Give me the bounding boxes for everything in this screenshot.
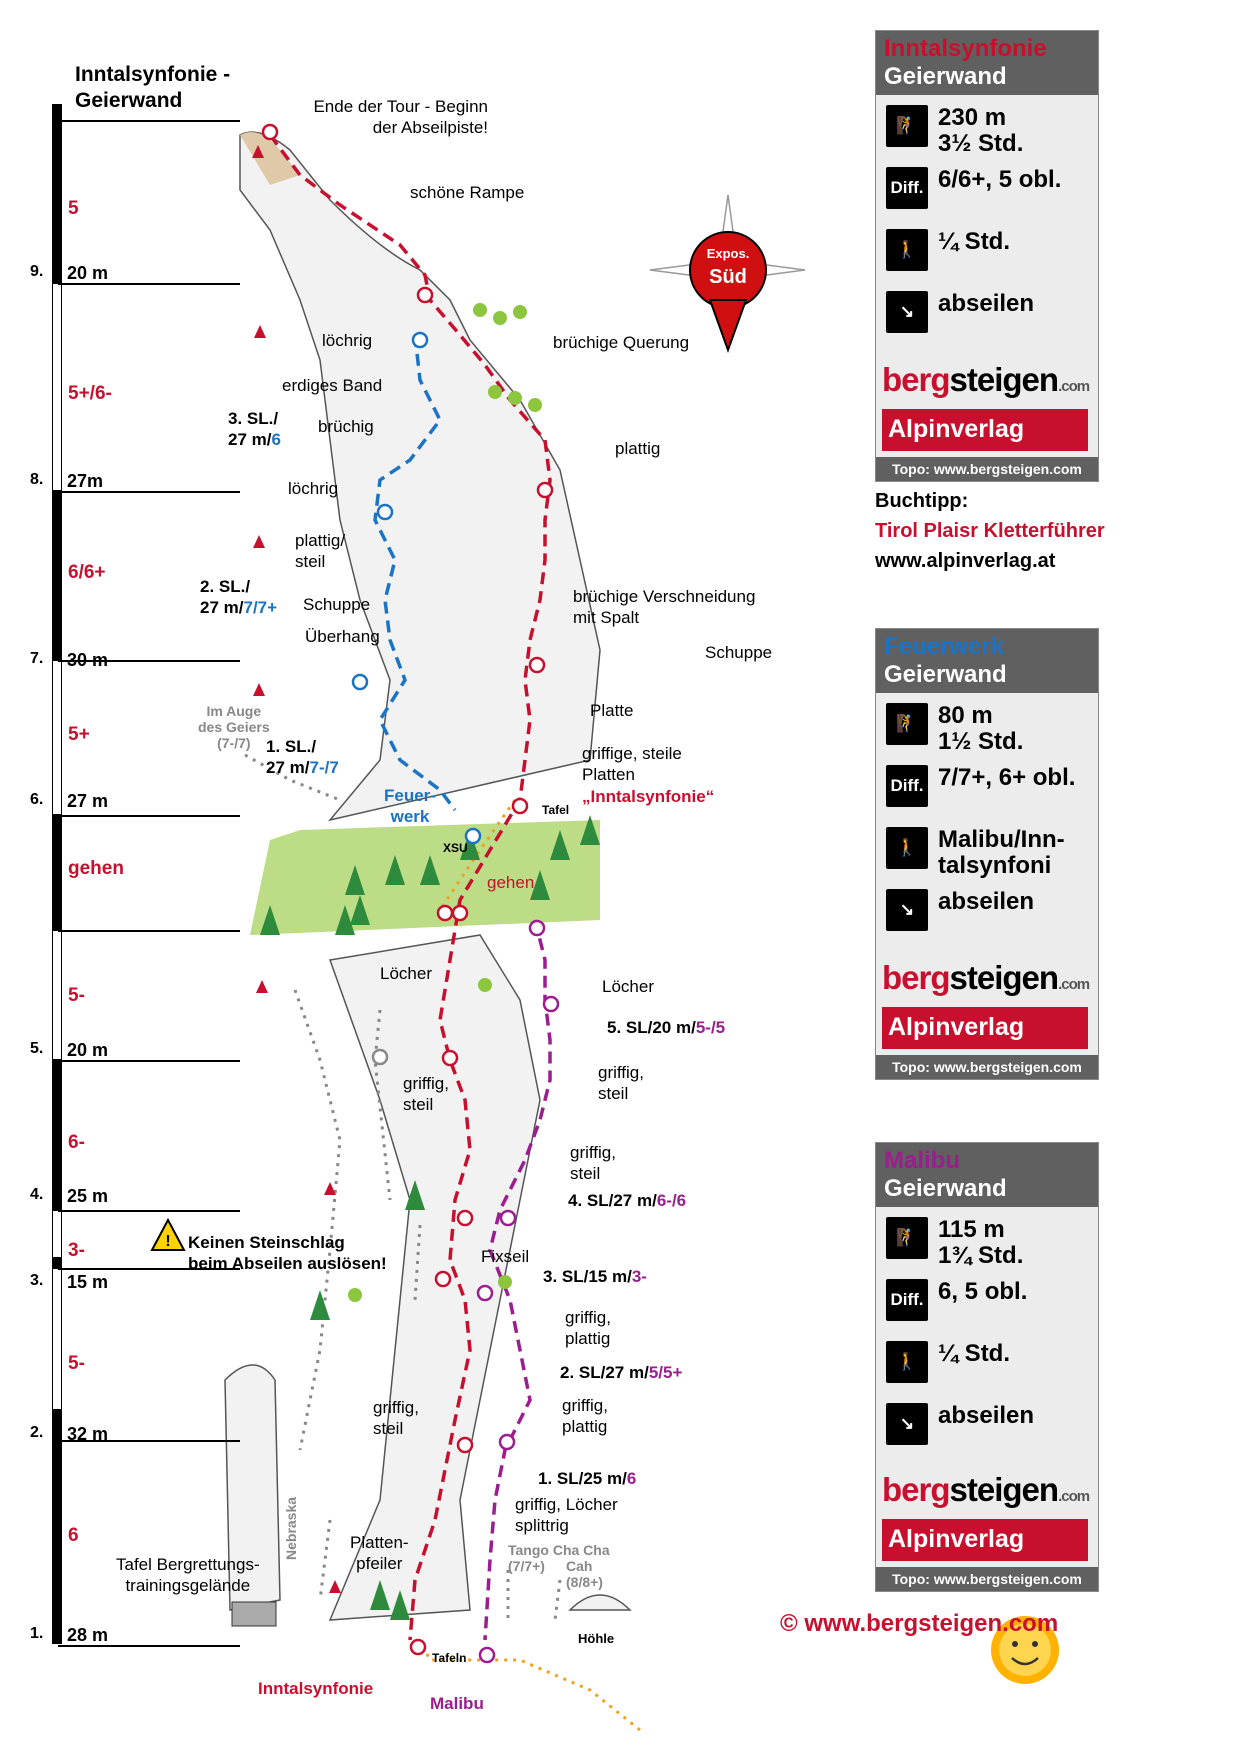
label-sl1-feuerwerk	[266, 736, 339, 778]
label-schoene-rampe: schöne Rampe	[410, 183, 525, 202]
label-sl2-malibu	[560, 1362, 682, 1383]
logo-part: steigen	[949, 959, 1059, 996]
scale-segment	[52, 930, 62, 1060]
bergsteigen-logo	[882, 361, 1089, 399]
label-part: 3-	[631, 1267, 647, 1286]
pitch-grade: 6-	[68, 1132, 85, 1153]
label-line: Platten-	[350, 1533, 409, 1552]
label-fixseil: Fixseil	[481, 1247, 530, 1266]
label-line: Platten	[582, 765, 635, 784]
label-loecher: Löcher	[380, 964, 432, 983]
label-chacha	[566, 1558, 603, 1590]
card-row-text	[938, 703, 1023, 755]
label-line: plattig	[565, 1329, 611, 1348]
label-line	[228, 429, 281, 450]
pitch-grade: 6/6+	[68, 562, 106, 583]
end-of-tour-label	[298, 96, 488, 138]
label-platte: Platte	[590, 701, 634, 720]
descent-icon: ↘	[886, 889, 928, 931]
label-line	[266, 757, 339, 778]
book-tip-name: Tirol Plaisr Kletterführer	[875, 520, 1105, 542]
label-griffig-plattig-a	[565, 1307, 611, 1349]
pitch-grade: 5-	[68, 985, 85, 1006]
logo-part: .com	[1058, 378, 1090, 395]
label-nebraska: Nebraska	[283, 1496, 299, 1560]
logo-part: steigen	[949, 361, 1059, 398]
pitch-length: 15 m	[67, 1272, 109, 1292]
card-row-descent	[876, 1393, 1098, 1455]
label-part: 3. SL/15 m/	[543, 1267, 632, 1286]
label-loecher2: Löcher	[602, 977, 654, 996]
label-line: Keinen Steinschlag	[188, 1233, 345, 1252]
bergsteigen-logo	[882, 1471, 1089, 1509]
compass-label-bottom: Süd	[709, 266, 747, 288]
label-feuerwerk-start	[384, 785, 436, 827]
label-line: steil	[598, 1084, 629, 1103]
scale-tick	[58, 1210, 240, 1212]
label-griffige-steile-platten	[582, 743, 682, 785]
pitch-grade: 5-	[68, 1353, 85, 1374]
label-line: Tafel Bergrettungs-	[116, 1555, 260, 1574]
scale-segment	[52, 660, 62, 815]
warning-icon-glyph: !	[165, 1233, 171, 1250]
topo-title	[75, 62, 230, 114]
label-plattig-steil	[295, 530, 345, 572]
label-plattig: plattig	[615, 439, 661, 458]
label-part: 5-/5	[695, 1018, 726, 1037]
logo-part: .com	[1058, 1488, 1090, 1505]
card-line: 115 m	[938, 1216, 1005, 1243]
label-hoehle: Höhle	[578, 1631, 615, 1646]
card-row-text: abseilen	[938, 1402, 1035, 1429]
label-sl2-feuerwerk	[200, 576, 277, 618]
label-line: steil	[403, 1095, 434, 1114]
pitch-number: 8.	[30, 471, 44, 488]
climber-icon: 🧗	[886, 703, 928, 745]
pitch-number: 5.	[30, 1040, 44, 1057]
pitch-grade: 6	[68, 1525, 79, 1546]
label-part: 6	[626, 1469, 637, 1488]
label-part: 4. SL/27 m/	[568, 1191, 657, 1210]
label-bruechige-verschneidung	[573, 586, 755, 628]
card-row-length	[876, 1207, 1098, 1269]
label-line: 1. SL./	[266, 737, 317, 756]
label-part: 7/7+	[243, 598, 278, 617]
label-schuppe: Schuppe	[303, 595, 371, 614]
card-row-approach	[876, 817, 1098, 879]
card-row-approach	[876, 1331, 1098, 1393]
label-tafel-bergrettung	[116, 1554, 260, 1596]
pitch-length: 27m	[67, 471, 104, 491]
approach-icon: 🚶	[886, 1341, 928, 1383]
card-line: 230 m	[938, 104, 1007, 131]
label-line: brüchige Verschneidung	[573, 587, 756, 606]
card-row-text: ¼ Std.	[938, 1340, 1011, 1367]
label-inntalsynfonie-quote: „Inntalsynfonie“	[582, 787, 715, 806]
card-row-text	[938, 827, 1065, 879]
label-part: 5. SL/20 m/	[607, 1018, 696, 1037]
card-row-length	[876, 95, 1098, 157]
label-gehen: gehen	[487, 873, 535, 892]
label-line: mit Spalt	[573, 608, 640, 627]
scale-segment	[52, 1210, 62, 1258]
label-tafeln: Tafeln	[432, 1651, 467, 1665]
label-im-auge-des-geiers	[198, 703, 270, 751]
card-row-text: ¼ Std.	[938, 228, 1011, 255]
info-card-malibu	[875, 1142, 1099, 1592]
label-line: steil	[295, 552, 326, 571]
label-line: werk	[390, 807, 430, 826]
pitch-number: 2.	[30, 1424, 44, 1441]
label-part: 27 m/	[200, 598, 244, 617]
label-line: steil	[373, 1419, 404, 1438]
label-line: der Abseilpiste!	[372, 118, 488, 137]
pitch-number: 9.	[30, 263, 44, 280]
alpinverlag-logo: Alpinverlag	[882, 1519, 1088, 1561]
label-sl3-malibu	[543, 1266, 647, 1287]
descent-icon: ↘	[886, 291, 928, 333]
label-line: trainingsgelände	[125, 1576, 251, 1595]
label-line: griffig,	[562, 1396, 608, 1415]
card-header	[876, 31, 1098, 95]
card-row-text: 6, 5 obl.	[938, 1278, 1028, 1305]
label-warning	[188, 1232, 387, 1274]
pitch-number: 4.	[30, 1186, 44, 1203]
logo-part: berg	[882, 361, 950, 398]
label-plattenpfeiler	[350, 1532, 409, 1574]
pitch-length: 28 m	[67, 1625, 109, 1645]
card-route-name: Malibu	[884, 1147, 960, 1174]
label-bruechige-querung: brüchige Querung	[553, 333, 690, 352]
label-start-malibu: Malibu	[430, 1694, 484, 1713]
label-line: griffig,	[598, 1063, 644, 1082]
label-start-inntalsynfonie: Inntalsynfonie	[258, 1679, 374, 1698]
alpinverlag-logo: Alpinverlag	[882, 409, 1088, 451]
scale-tick	[58, 815, 240, 817]
pitch-length: 20 m	[67, 263, 109, 283]
card-footer: Topo: www.bergsteigen.com	[876, 457, 1098, 481]
difficulty-icon: Diff.	[886, 167, 928, 209]
card-line: talsynfoni	[938, 852, 1052, 879]
card-line: 80 m	[938, 702, 993, 729]
card-subtitle: Geierwand	[884, 1175, 1007, 1202]
card-row-descent	[876, 281, 1098, 343]
card-row-descent	[876, 879, 1098, 941]
label-line: des Geiers	[198, 719, 270, 735]
topo-title-line1: Inntalsynfonie -	[75, 63, 231, 86]
alpinverlag-logo: Alpinverlag	[882, 1007, 1088, 1049]
label-line: (8/8+)	[566, 1574, 603, 1590]
label-part: 7-/7	[309, 758, 339, 777]
label-line: griffige, steile	[582, 744, 682, 763]
card-footer: Topo: www.bergsteigen.com	[876, 1567, 1098, 1591]
pitch-number: 3.	[30, 1272, 44, 1289]
card-header	[876, 1143, 1098, 1207]
climber-icon: 🧗	[886, 105, 928, 147]
book-tip-url[interactable]: www.alpinverlag.at	[875, 550, 1056, 572]
label-griffig-loecher	[515, 1494, 618, 1536]
label-line: Tango Cha Cha	[508, 1542, 610, 1558]
card-footer: Topo: www.bergsteigen.com	[876, 1055, 1098, 1079]
label-griffig-plattig-b	[562, 1395, 608, 1437]
label-part: 6	[271, 430, 281, 449]
label-part: 27 m/	[228, 430, 272, 449]
label-line: 3. SL./	[228, 409, 279, 428]
scale-segment	[52, 283, 62, 491]
card-row-text: 7/7+, 6+ obl.	[938, 764, 1076, 791]
logo-part: berg	[882, 959, 950, 996]
label-griffig-steil-b	[403, 1073, 449, 1115]
pitch-length: 20 m	[67, 1040, 109, 1060]
descent-icon: ↘	[886, 1403, 928, 1445]
card-row-approach	[876, 219, 1098, 281]
label-sl1-malibu	[538, 1468, 636, 1489]
label-bruechig: brüchig	[318, 417, 374, 436]
bergsteigen-logo	[882, 959, 1089, 997]
label-loechrig: löchrig	[322, 331, 373, 350]
difficulty-icon: Diff.	[886, 1279, 928, 1321]
label-line: 2. SL./	[200, 577, 251, 596]
label-line: steil	[570, 1164, 601, 1183]
card-line: 1¾ Std.	[938, 1242, 1024, 1269]
label-erdiges-band: erdiges Band	[282, 376, 383, 395]
label-line: Ende der Tour - Beginn	[313, 97, 488, 116]
logo-part: berg	[882, 1471, 950, 1508]
card-route-name: Inntalsynfonie	[884, 35, 1047, 62]
label-line: Im Auge	[206, 703, 262, 719]
card-header	[876, 629, 1098, 693]
label-ueberhang: Überhang	[305, 627, 380, 646]
label-line: Cah	[566, 1558, 593, 1574]
pitch-grade: 5+/6-	[68, 383, 112, 404]
label-line: plattig/	[295, 531, 346, 550]
logo-part: steigen	[949, 1471, 1059, 1508]
card-row-text: 6/6+, 5 obl.	[938, 166, 1062, 193]
label-part: 5/5+	[648, 1363, 683, 1382]
pitch-length: 25 m	[67, 1186, 109, 1206]
logo-part: .com	[1058, 976, 1090, 993]
label-xsu: XSU	[443, 841, 468, 855]
card-subtitle: Geierwand	[884, 63, 1007, 90]
pitch-length: 30 m	[67, 650, 109, 670]
card-row-difficulty	[876, 755, 1098, 817]
label-griffig-steil-d	[373, 1397, 419, 1439]
card-row-text: abseilen	[938, 290, 1035, 317]
pitch-grade: 5	[68, 198, 79, 219]
card-line: Malibu/Inn-	[938, 826, 1065, 853]
label-line: griffig,	[403, 1074, 449, 1093]
label-griffig-steil-a	[598, 1062, 644, 1104]
card-row-length	[876, 693, 1098, 755]
label-sl5-malibu	[607, 1017, 725, 1038]
pitch-grade: 5+	[68, 724, 90, 745]
approach-icon: 🚶	[886, 827, 928, 869]
scale-segment	[52, 1268, 62, 1410]
card-line: 3½ Std.	[938, 130, 1024, 157]
label-schuppe2: Schuppe	[705, 643, 773, 662]
label-griffig-steil-c	[570, 1142, 616, 1184]
pitch-length: 32 m	[67, 1424, 109, 1444]
label-part: 6-/6	[656, 1191, 687, 1210]
pitch-length: 27 m	[67, 791, 109, 811]
card-row-text	[938, 105, 1023, 157]
scale-tick	[58, 120, 240, 122]
label-part: 27 m/	[266, 758, 310, 777]
topo-title-line2: Geierwand	[75, 89, 183, 112]
info-card-feuerwerk	[875, 628, 1099, 1080]
label-line: (7/7+)	[508, 1558, 545, 1574]
label-line: Feuer-	[384, 786, 436, 805]
pitch-grade: 3-	[68, 1240, 85, 1261]
label-line: pfeiler	[356, 1554, 403, 1573]
card-row-difficulty	[876, 157, 1098, 219]
scale-tick	[58, 930, 240, 932]
difficulty-icon: Diff.	[886, 765, 928, 807]
label-line: griffig,	[570, 1143, 616, 1162]
pitch-grade: gehen	[68, 858, 124, 879]
card-subtitle: Geierwand	[884, 661, 1007, 688]
label-sl4-malibu	[568, 1190, 686, 1211]
compass-label-top: Expos.	[706, 246, 750, 261]
pitch-number: 1.	[30, 1625, 44, 1642]
card-row-text	[938, 1217, 1023, 1269]
label-line: splittrig	[515, 1516, 569, 1535]
pitch-number: 6.	[30, 791, 44, 808]
label-sl3-feuerwerk	[228, 408, 281, 450]
label-line: griffig,	[373, 1398, 419, 1417]
climber-icon: 🧗	[886, 1217, 928, 1259]
label-line	[200, 597, 277, 618]
book-tip-title: Buchtipp:	[875, 490, 969, 512]
label-line: griffig,	[565, 1308, 611, 1327]
copyright-text[interactable]: © www.bergsteigen.com	[780, 1610, 1059, 1637]
label-part: 2. SL/27 m/	[560, 1363, 649, 1382]
card-route-name: Feuerwerk	[884, 633, 1005, 660]
approach-icon: 🚶	[886, 229, 928, 271]
label-loechrig2: löchrig	[288, 479, 339, 498]
tafel-box	[232, 1602, 276, 1626]
pitch-number: 7.	[30, 650, 44, 667]
info-card-inntalsynfonie	[875, 30, 1099, 482]
card-row-difficulty	[876, 1269, 1098, 1331]
card-line: 1½ Std.	[938, 728, 1024, 755]
card-row-text: abseilen	[938, 888, 1035, 915]
label-line: griffig, Löcher	[515, 1495, 618, 1514]
label-line: plattig	[562, 1417, 608, 1436]
label-part: 1. SL/25 m/	[538, 1469, 627, 1488]
label-line: (7-/7)	[217, 735, 251, 751]
label-line: beim Abseilen auslösen!	[188, 1254, 387, 1273]
label-tafel: Tafel	[542, 803, 570, 817]
